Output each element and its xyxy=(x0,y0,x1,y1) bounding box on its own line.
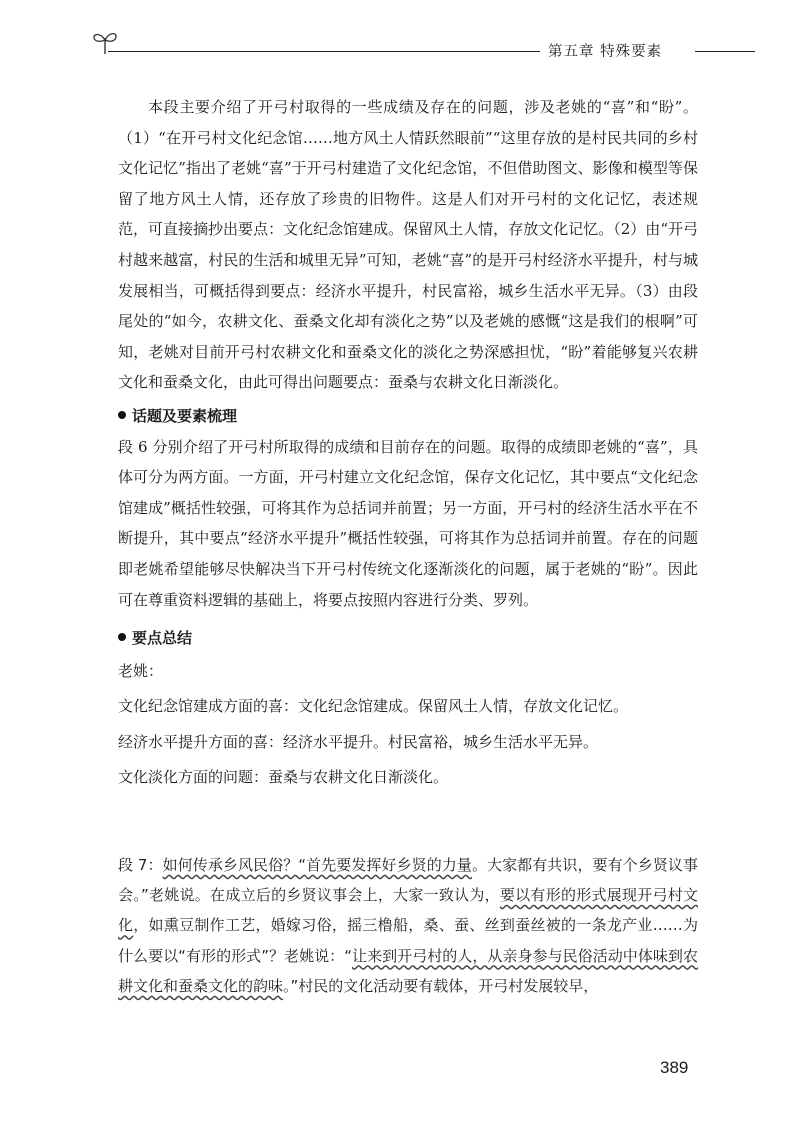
summary-line: 经济水平提升方面的喜：经济水平提升。村民富裕，城乡生活水平无异。 xyxy=(118,732,599,751)
summary-line: 文化纪念馆建成方面的喜：文化纪念馆建成。保留风土人情，存放文化记忆。 xyxy=(118,697,629,716)
chapter-title: 第五章 特殊要素 xyxy=(548,44,663,60)
section-heading-text: 话题及要素梳理 xyxy=(132,406,238,425)
passage-text: ，如熏豆制作工艺，婚嫁习俗，摇三橹船，桑、蚕、丝到蚕丝被的一条龙产业……为什么要以“有形的形式”？老姚说：“ xyxy=(118,916,698,965)
section-heading-topics xyxy=(118,401,698,432)
header-rule-right xyxy=(695,51,755,52)
header-rule-left xyxy=(108,51,540,52)
topics-paragraph: 段 6 分别介绍了开弓村所取得的成绩和目前存在的问题。取得的成绩即老姚的“喜”，具体可分为两方面。一方面，开弓村建立文化纪念馆，保存文化记忆，其中要点“文化纪念馆建成”概括性较强，可将其作为总括词并前置；另一方面，开弓村的经济生活水平在不断提升，其中要点“经济水平提升”概括性较强，可将其作为总括词并前置。存在的问题即老姚希望能够尽快解决当下开弓村传统文化逐渐淡化的问题，属于老姚的“盼”。因此可在尊重资料逻辑的基础上，将要点按照内容进行分类、罗列。 xyxy=(118,437,698,609)
section-heading-text: 要点总结 xyxy=(132,629,193,648)
underlined-phrase: 首先要发挥好乡贤的力量 xyxy=(306,856,472,874)
summary-line: 文化淡化方面的问题：蚕桑与农耕文化日渐淡化。 xyxy=(118,768,449,787)
page-number: 389 xyxy=(660,1058,689,1077)
passage-text: 。大家都有共识，要有个乡贤议事会。”老姚说。在成立后的乡贤议事会上，大家一致认为， xyxy=(118,856,698,905)
bullet-dot-icon xyxy=(118,633,126,641)
passage-text: 。”村民的文化活动要有载体，开弓村发展较早， xyxy=(283,976,599,995)
summary-subject: 老姚： xyxy=(118,661,164,680)
intro-paragraph: 本段主要介绍了开弓村取得的一些成绩及存在的问题，涉及老姚的“喜”和“盼”。（1）“在开弓村文化纪念馆……地方风土人情跃然眼前”“这里存放的是村民共同的乡村文化记忆”指出了老姚“喜”于开弓村建造了文化纪念馆，不但借助图文、影像和模型等保留了地方风土人情，还存放了珍贵的旧物件。这是人们对开弓村的文化记忆，表述规范，可直接摘抄出要点：文化纪念馆建成。保留风土人情，存放文化记忆。（2）由“开弓村越来越富，村民的生活和城里无异”可知，老姚“喜”的是开弓村经济水平提升，村与城发展相当，可概括得到要点：经济水平提升，村民富裕，城乡生活水平无异。（3）由段尾处的“如今，农耕文化、蚕桑文化却有淡化之势”以及老姚的感慨“这是我们的根啊”可知，老姚对目前开弓村农耕文化和蚕桑文化的淡化之势深感担忧，“盼”着能够复兴农耕文化和蚕桑文化，由此可得出问题要点：蚕桑与农耕文化日渐淡化。 xyxy=(118,98,698,392)
underlined-phrase: 要以有形的形式展现开弓村文化 xyxy=(118,886,698,935)
analysis-content xyxy=(118,92,698,796)
underlined-phrase: 让来到开弓村的人，从亲身参与民俗活动中体味到农耕文化和蚕桑文化的韵味 xyxy=(118,946,698,995)
bullet-dot-icon xyxy=(118,411,126,419)
section-heading-summary xyxy=(118,623,698,654)
passage-label: 段 7： xyxy=(118,856,163,874)
underlined-question: 如何传承乡风民俗？“ xyxy=(162,856,307,874)
source-passage xyxy=(118,850,698,1001)
